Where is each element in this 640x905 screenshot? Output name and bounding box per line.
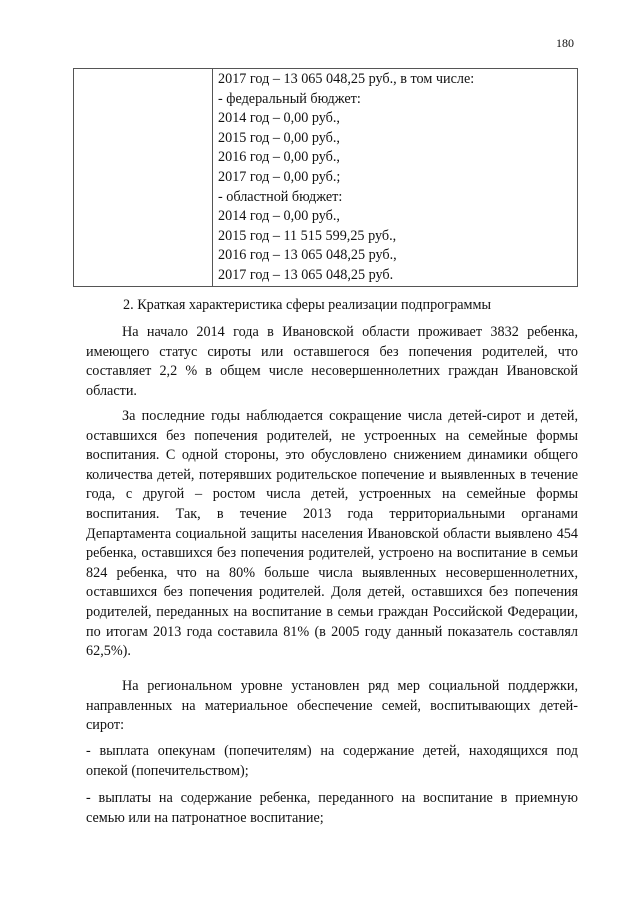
budget-line: 2015 год – 0,00 руб., <box>218 129 340 146</box>
budget-line: 2017 год – 0,00 руб.; <box>218 168 341 185</box>
budget-line: 2017 год – 13 065 048,25 руб., в том числе: <box>218 71 475 87</box>
budget-line: - федеральный бюджет: <box>218 90 361 107</box>
table-row <box>74 69 578 287</box>
budget-line: 2017 год – 13 065 048,25 руб. <box>218 266 394 283</box>
list-item-foster-payment: - выплаты на содержание ребенка, переданного на воспитание в приемную семью или на патронатное воспитание; <box>86 790 578 826</box>
page-number: 180 <box>556 36 574 50</box>
budget-line: 2014 год – 0,00 руб., <box>218 110 340 127</box>
budget-line: - областной бюджет: <box>218 188 343 205</box>
section-title: 2. Краткая характеристика сферы реализации подпрограммы <box>123 297 492 313</box>
paragraph-orphan-statistics: На начало 2014 года в Ивановской области проживает 3832 ребенка, имеющего статус сироты или оставшегося без попечения родителей, что составляет 2,2 % в общем числе несовершеннолетних граждан Ивановской области. <box>86 324 578 399</box>
funding-table <box>73 68 578 287</box>
budget-line: 2015 год – 11 515 599,25 руб., <box>218 227 397 244</box>
table-cell-funding <box>213 69 578 287</box>
table-cell-left <box>74 69 213 287</box>
budget-line: 2014 год – 0,00 руб., <box>218 208 340 225</box>
list-item-guardian-payment: - выплата опекунам (попечителям) на содержание детей, находящихся под опекой (попечительством); <box>86 743 578 779</box>
budget-line: 2016 год – 0,00 руб., <box>218 149 340 166</box>
paragraph-support-measures: На региональном уровне установлен ряд мер социальной поддержки, направленных на материальное обеспечение семей, воспитывающих детей-сирот: <box>86 678 578 734</box>
paragraph-placement-dynamics: За последние годы наблюдается сокращение числа детей-сирот и детей, оставшихся без попечения родителей, не устроенных на семейные формы воспитания. С одной стороны, это обусловлено снижением динамики общего количества детей, потерявших родительское попечение и выявленных в течение года, с другой – ростом числа детей, устроенных на семейные формы воспитания. Так, в течение 2013 года территориальными органами Департамента социальной защиты населения Ивановской области выявлено 454 ребенка, оставшихся без попечения родителей, устроено на воспитание в семьи 824 ребенка, что на 80% больше числа выявленных несовершеннолетних, оставшихся без попечения родителей. Доля детей, оставшихся без попечения родителей, переданных на воспитание в семьи граждан Российской Федерации, по итогам 2013 года составила 81% (в 2005 году данный показатель составлял 62,5%). <box>86 408 578 660</box>
budget-line: 2016 год – 13 065 048,25 руб., <box>218 247 397 264</box>
